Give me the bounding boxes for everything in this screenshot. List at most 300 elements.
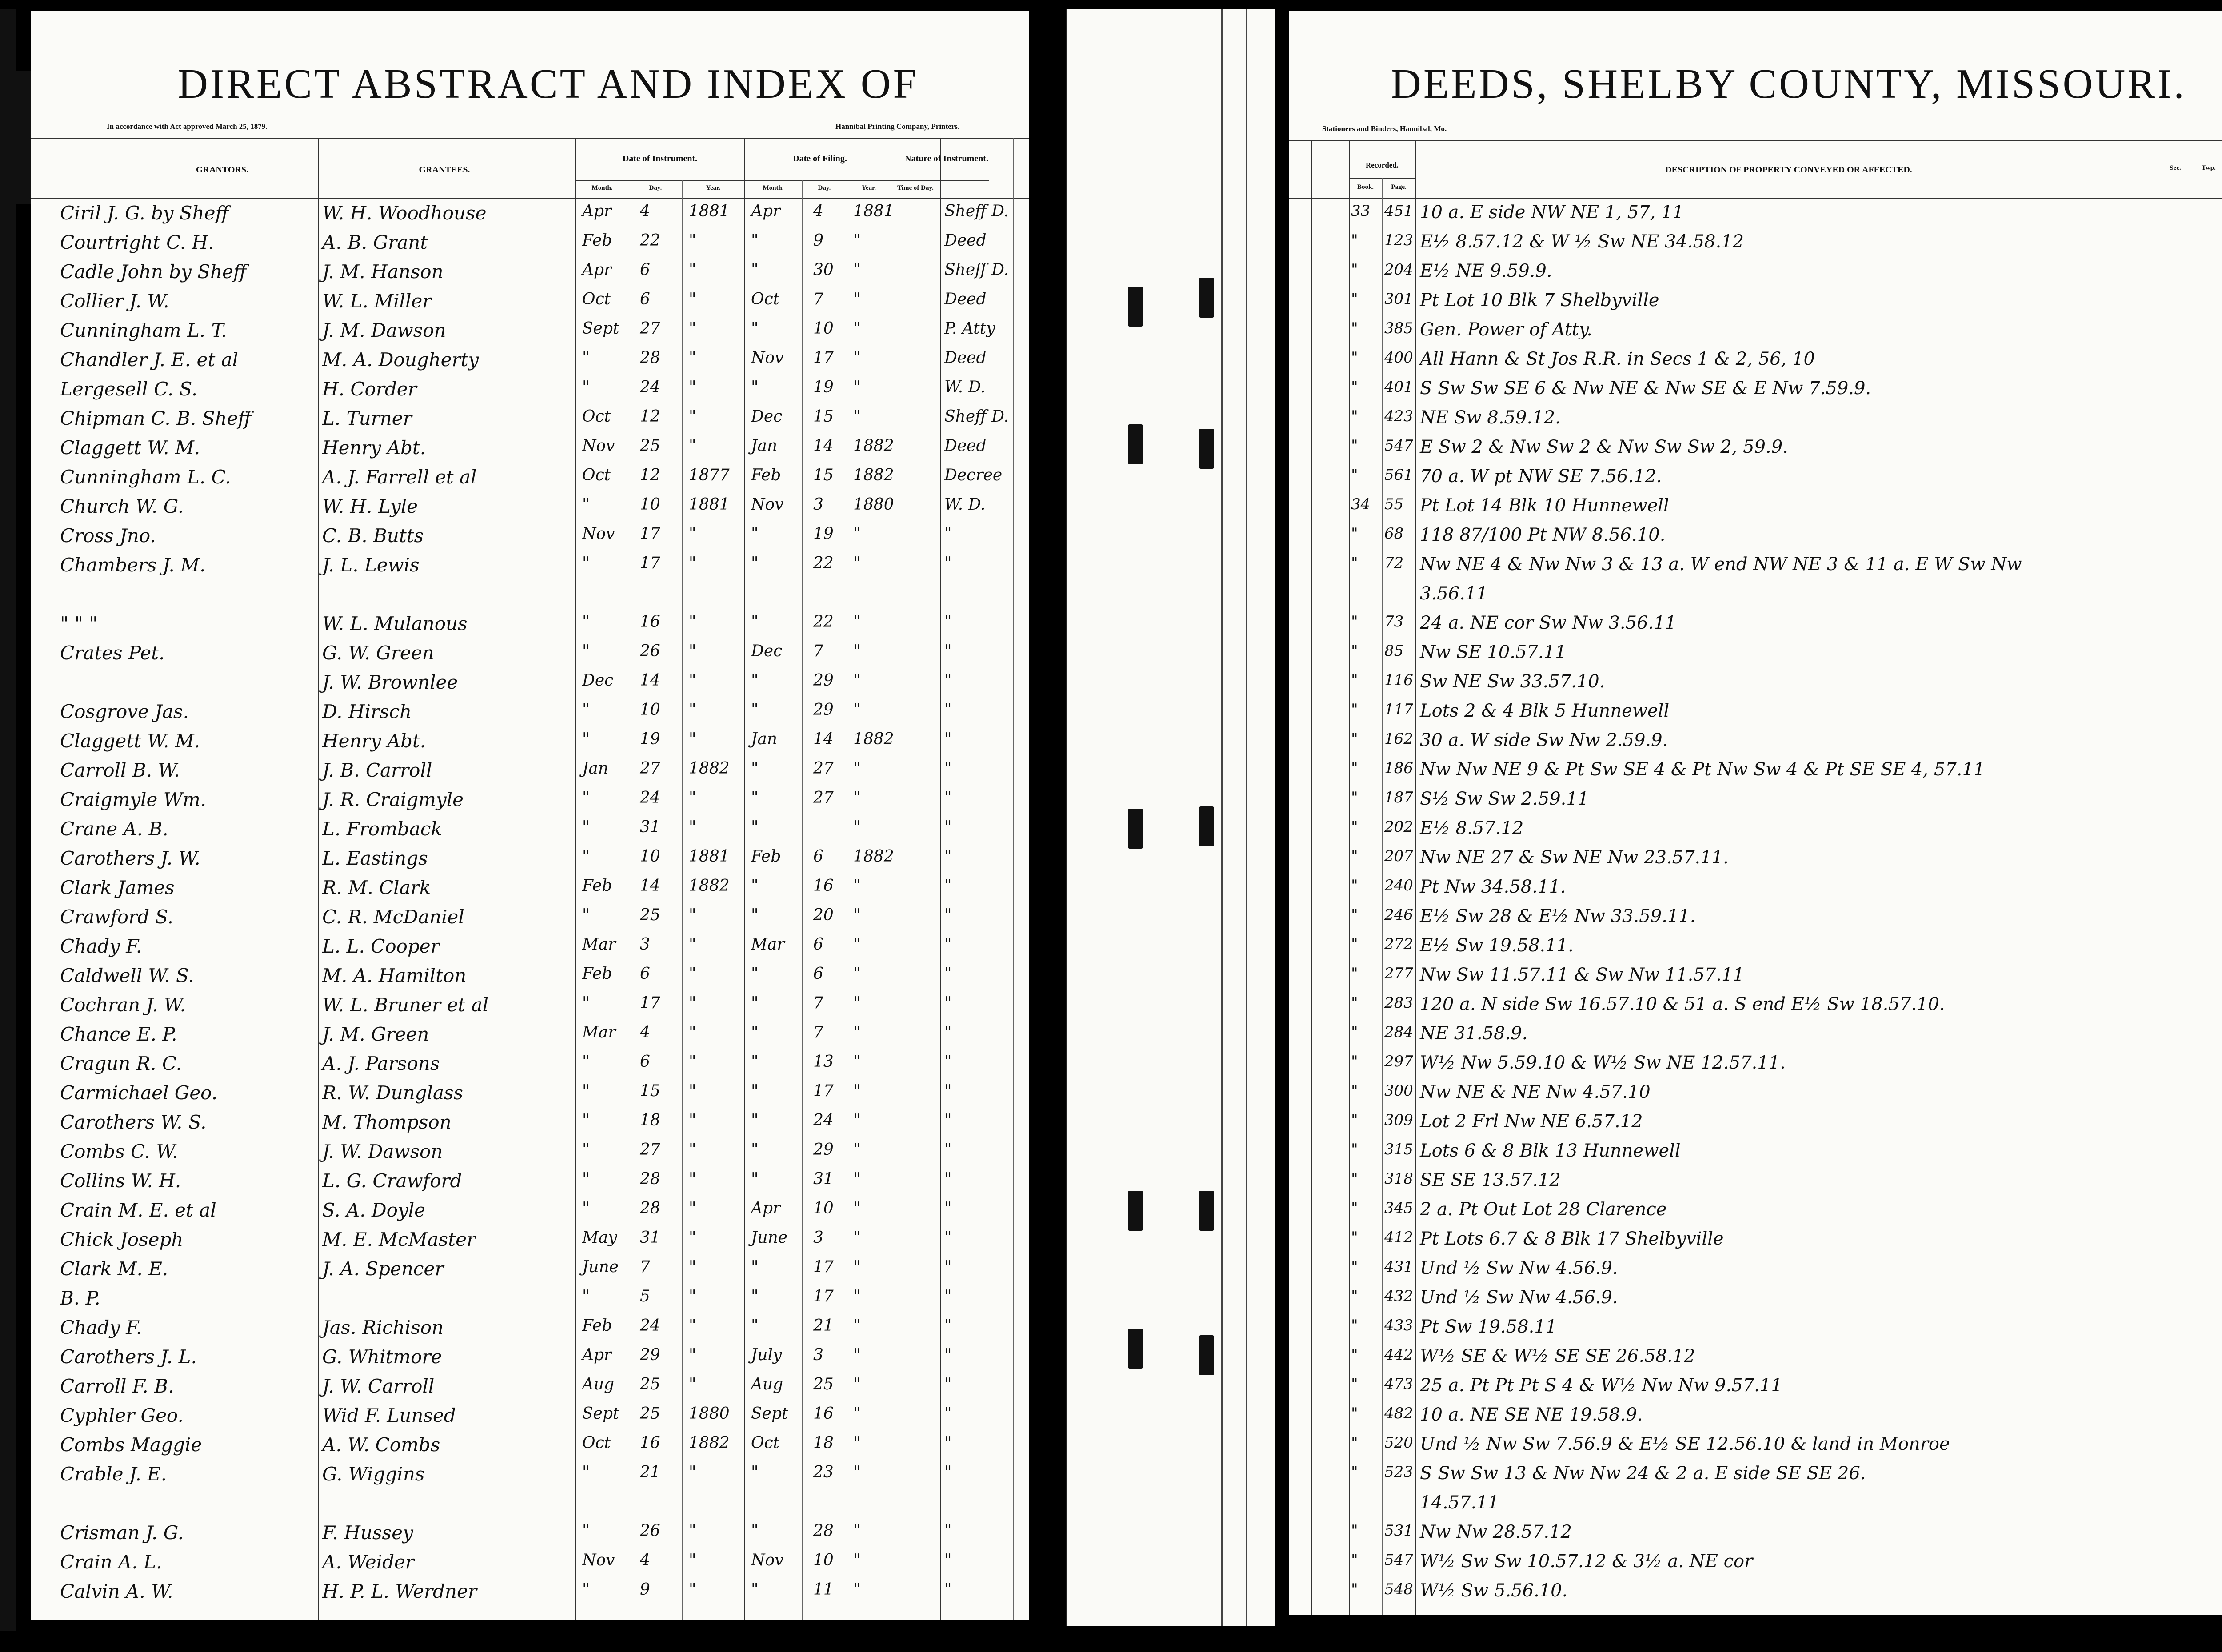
- filing-day-cell: 16: [813, 877, 834, 895]
- binding-hole: [1199, 1335, 1214, 1375]
- grantee-cell: M. A. Dougherty: [322, 349, 479, 371]
- filing-year-cell: ": [853, 1111, 861, 1129]
- book-cell: ": [1351, 935, 1358, 953]
- inst-year-cell: ": [689, 613, 696, 631]
- inst-month-cell: May: [582, 1229, 617, 1247]
- book-cell: ": [1351, 1141, 1358, 1158]
- page-cell: 202: [1384, 818, 1413, 836]
- inst-day-cell: 22: [640, 231, 660, 250]
- header-grantors: GRANTORS.: [196, 165, 248, 175]
- filing-month-cell: Oct: [751, 1434, 780, 1452]
- page-cell: 162: [1384, 730, 1413, 748]
- inst-day-cell: 14: [640, 671, 660, 690]
- inst-day-cell: 18: [640, 1111, 660, 1129]
- inst-month-cell: Dec: [582, 671, 614, 690]
- nature-cell: Sheff D.: [944, 202, 1009, 220]
- filing-year-cell: ": [853, 642, 861, 660]
- filing-month-cell: ": [751, 1023, 759, 1041]
- book-cell: ": [1351, 1463, 1358, 1481]
- book-cell: ": [1351, 407, 1358, 425]
- inst-day-cell: 26: [640, 1522, 660, 1540]
- filing-year-cell: 1882: [853, 466, 894, 484]
- book-cell: ": [1351, 1522, 1358, 1540]
- grantor-cell: Craigmyle Wm.: [60, 789, 207, 810]
- col-rule: [1311, 140, 1312, 1615]
- filing-day-cell: 6: [813, 935, 823, 954]
- filing-year-cell: ": [853, 1434, 861, 1452]
- filing-day-cell: 14: [813, 437, 834, 455]
- nature-cell: ": [944, 818, 952, 836]
- filing-year-cell: ": [853, 1405, 861, 1423]
- inst-year-cell: ": [689, 789, 696, 807]
- page-cell: 301: [1384, 290, 1413, 308]
- grantee-cell: W. H. Woodhouse: [322, 202, 487, 224]
- header-time-of-day: Time of Day.: [897, 184, 934, 192]
- book-cell: ": [1351, 906, 1358, 924]
- filing-month-cell: ": [751, 231, 759, 250]
- binding-hole: [1199, 429, 1214, 469]
- page-cell: 548: [1384, 1580, 1413, 1598]
- nature-cell: ": [944, 1434, 952, 1452]
- inst-month-cell: ": [582, 613, 590, 631]
- col-rule: [744, 138, 745, 1620]
- inst-month-cell: ": [582, 554, 590, 572]
- nature-cell: ": [944, 1405, 952, 1423]
- page-cell: 561: [1384, 466, 1413, 484]
- header-twp: Twp.: [2202, 164, 2216, 172]
- inst-year-cell: 1877: [689, 466, 730, 484]
- inst-day-cell: 4: [640, 202, 650, 220]
- filing-day-cell: 16: [813, 1405, 834, 1423]
- grantee-cell: J. R. Craigmyle: [322, 789, 464, 810]
- filing-year-cell: ": [853, 818, 861, 836]
- col-rule: [940, 138, 941, 1620]
- left-page: [31, 11, 1029, 1620]
- page-cell: 73: [1384, 613, 1404, 630]
- nature-cell: ": [944, 613, 952, 631]
- inst-month-cell: Mar: [582, 935, 616, 954]
- page-cell: 318: [1384, 1170, 1413, 1188]
- inst-day-cell: 26: [640, 642, 660, 660]
- header-page: Page.: [1391, 184, 1407, 191]
- binding-hole: [1199, 806, 1214, 846]
- filing-year-cell: ": [853, 1317, 861, 1335]
- nature-cell: ": [944, 525, 952, 543]
- book-cell: ": [1351, 1346, 1358, 1364]
- filing-month-cell: ": [751, 701, 759, 719]
- nature-cell: ": [944, 1287, 952, 1305]
- book-cell: ": [1351, 759, 1358, 777]
- description-cell: W½ Sw 5.56.10.: [1420, 1580, 1568, 1601]
- inst-year-cell: 1882: [689, 759, 730, 778]
- grantor-cell: Claggett W. M.: [60, 437, 200, 459]
- filing-month-cell: Jan: [751, 437, 778, 455]
- inst-year-cell: ": [689, 1111, 696, 1129]
- nature-cell: ": [944, 759, 952, 778]
- grantee-cell: M. A. Hamilton: [322, 965, 467, 986]
- filing-day-cell: 15: [813, 466, 834, 484]
- grantor-cell: Courtright C. H.: [60, 231, 214, 253]
- description-cell: Pt Lot 10 Blk 7 Shelbyville: [1420, 290, 1659, 311]
- inst-month-cell: ": [582, 1287, 590, 1305]
- inst-day-cell: 4: [640, 1023, 650, 1041]
- nature-cell: Deed: [944, 290, 987, 308]
- filing-year-cell: ": [853, 789, 861, 807]
- inst-day-cell: 3: [640, 935, 650, 954]
- filing-month-cell: ": [751, 319, 759, 338]
- grantor-cell: Combs Maggie: [60, 1434, 202, 1456]
- inst-year-cell: ": [689, 1317, 696, 1335]
- filing-day-cell: 7: [813, 1023, 823, 1041]
- inst-day-cell: 6: [640, 965, 650, 983]
- inst-year-cell: 1882: [689, 877, 730, 895]
- description-cell: E½ Sw 19.58.11.: [1420, 935, 1574, 956]
- filing-day-cell: 13: [813, 1053, 834, 1071]
- nature-cell: ": [944, 1229, 952, 1247]
- filing-year-cell: ": [853, 877, 861, 895]
- page-cell: 272: [1384, 935, 1413, 953]
- nature-cell: ": [944, 642, 952, 660]
- page-cell: 433: [1384, 1317, 1413, 1334]
- inst-year-cell: ": [689, 319, 696, 338]
- filing-year-cell: ": [853, 1580, 861, 1599]
- nature-cell: Sheff D.: [944, 261, 1009, 279]
- col-rule: [1382, 178, 1383, 1615]
- description-cell: S Sw Sw SE 6 & Nw NE & Nw SE & E Nw 7.59.9.: [1420, 378, 1871, 399]
- filing-month-cell: ": [751, 1522, 759, 1540]
- inst-day-cell: 12: [640, 407, 660, 426]
- grantor-cell: Carothers J. W.: [60, 847, 200, 869]
- nature-cell: ": [944, 554, 952, 572]
- grantor-cell: Chambers J. M.: [60, 554, 206, 576]
- filing-day-cell: 20: [813, 906, 834, 924]
- header-date-of-filing: Date of Filing.: [793, 154, 847, 164]
- header-bottom-rule: [31, 198, 1029, 199]
- grantor-cell: " " ": [60, 613, 98, 634]
- filing-month-cell: July: [751, 1346, 782, 1364]
- book-cell: 34: [1351, 495, 1371, 513]
- filing-day-cell: 15: [813, 407, 834, 426]
- grantee-cell: G. W. Green: [322, 642, 434, 664]
- filing-year-cell: ": [853, 994, 861, 1012]
- inst-month-cell: ": [582, 1111, 590, 1129]
- grantee-cell: D. Hirsch: [322, 701, 412, 722]
- grantor-cell: Collier J. W.: [60, 290, 169, 312]
- inst-month-cell: ": [582, 642, 590, 660]
- page-cell: 431: [1384, 1258, 1413, 1276]
- binding-hole: [1199, 278, 1214, 318]
- inst-month-cell: ": [582, 701, 590, 719]
- filing-year-cell: ": [853, 935, 861, 954]
- left-page-title: DIRECT ABSTRACT AND INDEX OF: [178, 61, 919, 107]
- page-cell: 432: [1384, 1287, 1413, 1305]
- description-cell: W½ Nw 5.59.10 & W½ Sw NE 12.57.11.: [1420, 1053, 1786, 1073]
- date-subheader-rule: [575, 180, 989, 181]
- description-cell: Nw NE 27 & Sw NE Nw 23.57.11.: [1420, 847, 1729, 868]
- filing-year-cell: 1881: [853, 202, 894, 220]
- filing-year-cell: ": [853, 554, 861, 572]
- book-cell: ": [1351, 1023, 1358, 1041]
- filing-day-cell: 31: [813, 1170, 834, 1188]
- grantee-cell: Jas. Richison: [322, 1317, 444, 1338]
- filing-year-cell: ": [853, 671, 861, 690]
- inst-day-cell: 6: [640, 261, 650, 279]
- grantee-cell: L. Fromback: [322, 818, 442, 840]
- grantor-cell: Collins W. H.: [60, 1170, 181, 1192]
- inst-month-cell: Sept: [582, 1405, 619, 1423]
- book-cell: ": [1351, 1082, 1358, 1100]
- description-cell: E½ NE 9.59.9.: [1420, 261, 1552, 281]
- filing-day-cell: 27: [813, 759, 834, 778]
- header-bottom-rule: [1289, 198, 2222, 199]
- binding-hole: [1128, 1191, 1143, 1231]
- filing-month-cell: ": [751, 613, 759, 631]
- filing-day-cell: 30: [813, 261, 834, 279]
- inst-month-cell: Aug: [582, 1375, 615, 1393]
- nature-cell: ": [944, 877, 952, 895]
- filing-day-cell: 29: [813, 671, 834, 690]
- inst-day-cell: 14: [640, 877, 660, 895]
- grantor-cell: Calvin A. W.: [60, 1580, 173, 1602]
- filing-year-cell: ": [853, 1463, 861, 1481]
- page-cell: 68: [1384, 525, 1404, 543]
- header-filing-day: Day.: [818, 184, 831, 192]
- inst-month-cell: ": [582, 495, 590, 514]
- grantor-cell: Carothers J. L.: [60, 1346, 197, 1368]
- filing-day-cell: 28: [813, 1522, 834, 1540]
- filing-month-cell: ": [751, 378, 759, 396]
- filing-year-cell: ": [853, 319, 861, 338]
- grantor-cell: Carmichael Geo.: [60, 1082, 218, 1104]
- inst-day-cell: 27: [640, 319, 660, 338]
- description-cell: 118 87/100 Pt NW 8.56.10.: [1420, 525, 1666, 545]
- book-cell: ": [1351, 1375, 1358, 1393]
- filing-day-cell: 6: [813, 965, 823, 983]
- filing-month-cell: Feb: [751, 847, 781, 866]
- page-cell: 423: [1384, 407, 1413, 425]
- grantor-cell: Crisman J. G.: [60, 1522, 184, 1544]
- nature-cell: Decree: [944, 466, 1003, 484]
- inst-day-cell: 31: [640, 818, 660, 836]
- inst-day-cell: 25: [640, 1375, 660, 1393]
- inst-year-cell: ": [689, 1346, 696, 1364]
- grantor-cell: Crawford S.: [60, 906, 173, 928]
- filing-day-cell: 17: [813, 1287, 834, 1305]
- grantee-cell: J. W. Brownlee: [322, 671, 458, 693]
- nature-cell: ": [944, 1375, 952, 1393]
- grantor-cell: Combs C. W.: [60, 1141, 178, 1162]
- book-cell: ": [1351, 789, 1358, 806]
- grantee-cell: Wid F. Lunsed: [322, 1405, 456, 1426]
- filing-day-cell: 17: [813, 1082, 834, 1100]
- filing-year-cell: ": [853, 701, 861, 719]
- inst-month-cell: Apr: [582, 1346, 612, 1364]
- grantor-cell: Crain A. L.: [60, 1551, 162, 1573]
- inst-month-cell: Oct: [582, 466, 611, 484]
- filing-month-cell: ": [751, 1082, 759, 1100]
- grantor-cell: Chick Joseph: [60, 1229, 184, 1250]
- filing-month-cell: ": [751, 261, 759, 279]
- inst-day-cell: 27: [640, 759, 660, 778]
- filing-month-cell: Oct: [751, 290, 780, 308]
- page-cell: 284: [1384, 1023, 1413, 1041]
- inst-day-cell: 6: [640, 290, 650, 308]
- description-cell: NE Sw 8.59.12.: [1420, 407, 1561, 428]
- inst-day-cell: 28: [640, 1199, 660, 1217]
- page-cell: 207: [1384, 847, 1413, 865]
- grantor-cell: Chady F.: [60, 1317, 142, 1338]
- binding-hole: [1128, 809, 1143, 849]
- binding-hole: [1199, 1191, 1214, 1231]
- inst-month-cell: ": [582, 789, 590, 807]
- filing-month-cell: Nov: [751, 495, 784, 514]
- inst-month-cell: ": [582, 1463, 590, 1481]
- inst-year-cell: 1881: [689, 495, 730, 514]
- inst-day-cell: 25: [640, 1405, 660, 1423]
- grantor-cell: Carroll F. B.: [60, 1375, 174, 1397]
- book-cell: ": [1351, 1199, 1358, 1217]
- nature-cell: ": [944, 1580, 952, 1599]
- filing-month-cell: Apr: [751, 1199, 781, 1217]
- inst-month-cell: Oct: [582, 1434, 611, 1452]
- inst-day-cell: 31: [640, 1229, 660, 1247]
- grantor-cell: Crates Pet.: [60, 642, 165, 664]
- grantee-cell: J. W. Carroll: [322, 1375, 435, 1397]
- book-cell: ": [1351, 613, 1358, 630]
- grantor-cell: Cadle John by Sheff: [60, 261, 247, 283]
- grantee-cell: C. R. McDaniel: [322, 906, 464, 928]
- description-cell: 14.57.11: [1420, 1492, 1499, 1513]
- inst-year-cell: ": [689, 1229, 696, 1247]
- filing-day-cell: 29: [813, 701, 834, 719]
- inst-day-cell: 25: [640, 906, 660, 924]
- header-filing-month: Month.: [763, 184, 784, 192]
- gutter-edge: [1066, 9, 1067, 1626]
- nature-cell: W. D.: [944, 378, 986, 396]
- col-rule: [1013, 138, 1014, 1620]
- description-cell: Lot 2 Frl Nw NE 6.57.12: [1420, 1111, 1643, 1132]
- filing-year-cell: ": [853, 1551, 861, 1569]
- inst-day-cell: 10: [640, 495, 660, 514]
- filing-year-cell: ": [853, 1287, 861, 1305]
- filing-year-cell: ": [853, 290, 861, 308]
- inst-month-cell: ": [582, 1580, 590, 1599]
- grantee-cell: W. H. Lyle: [322, 495, 418, 517]
- grantee-cell: L. Eastings: [322, 847, 428, 869]
- inst-day-cell: 10: [640, 701, 660, 719]
- page-cell: 401: [1384, 378, 1413, 396]
- header-top-rule: [1289, 140, 2222, 141]
- inst-day-cell: 7: [640, 1258, 650, 1276]
- grantee-cell: L. G. Crawford: [322, 1170, 462, 1192]
- grantee-cell: J. W. Dawson: [322, 1141, 443, 1162]
- book-cell: ": [1351, 1229, 1358, 1246]
- description-cell: Pt Nw 34.58.11.: [1420, 877, 1566, 897]
- stationer-note: Stationers and Binders, Hannibal, Mo.: [1322, 124, 1447, 133]
- book-cell: ": [1351, 1258, 1358, 1276]
- grantee-cell: G. Wiggins: [322, 1463, 425, 1485]
- filing-year-cell: ": [853, 1375, 861, 1393]
- description-cell: S Sw Sw 13 & Nw Nw 24 & 2 a. E side SE SE 26.: [1420, 1463, 1866, 1484]
- filing-month-cell: ": [751, 1170, 759, 1188]
- inst-year-cell: ": [689, 290, 696, 308]
- book-cell: ": [1351, 1053, 1358, 1070]
- inst-year-cell: 1880: [689, 1405, 730, 1423]
- inst-year-cell: ": [689, 994, 696, 1012]
- inst-month-cell: Apr: [582, 261, 612, 279]
- filing-year-cell: 1882: [853, 730, 894, 748]
- book-cell: ": [1351, 965, 1358, 982]
- book-cell: ": [1351, 1111, 1358, 1129]
- filing-year-cell: ": [853, 1346, 861, 1364]
- filing-month-cell: Nov: [751, 1551, 784, 1569]
- filing-day-cell: 25: [813, 1375, 834, 1393]
- inst-day-cell: 19: [640, 730, 660, 748]
- inst-month-cell: Feb: [582, 877, 612, 895]
- inst-year-cell: ": [689, 965, 696, 983]
- book-cell: ": [1351, 1317, 1358, 1334]
- filing-year-cell: ": [853, 613, 861, 631]
- inst-month-cell: ": [582, 906, 590, 924]
- inst-month-cell: Sept: [582, 319, 619, 338]
- filing-year-cell: 1882: [853, 847, 894, 866]
- filing-year-cell: ": [853, 1258, 861, 1276]
- grantee-cell: G. Whitmore: [322, 1346, 442, 1368]
- description-cell: Nw NE & NE Nw 4.57.10: [1420, 1082, 1651, 1102]
- filing-year-cell: ": [853, 759, 861, 778]
- inst-year-cell: ": [689, 1375, 696, 1393]
- filing-month-cell: ": [751, 1463, 759, 1481]
- description-cell: Sw NE Sw 33.57.10.: [1420, 671, 1605, 692]
- inst-day-cell: 16: [640, 1434, 660, 1452]
- inst-year-cell: ": [689, 261, 696, 279]
- page-cell: 123: [1384, 231, 1413, 249]
- filing-month-cell: ": [751, 671, 759, 690]
- inst-month-cell: Nov: [582, 525, 615, 543]
- filing-day-cell: 9: [813, 231, 823, 250]
- header-inst-month: Month.: [591, 184, 613, 192]
- page-cell: 300: [1384, 1082, 1413, 1100]
- nature-cell: ": [944, 994, 952, 1012]
- book-cell: ": [1351, 642, 1358, 660]
- grantor-cell: Chance E. P.: [60, 1023, 177, 1045]
- inst-year-cell: ": [689, 1580, 696, 1599]
- filing-month-cell: ": [751, 906, 759, 924]
- inst-month-cell: Oct: [582, 290, 611, 308]
- nature-cell: ": [944, 1170, 952, 1188]
- inst-month-cell: ": [582, 349, 590, 367]
- inst-month-cell: ": [582, 1082, 590, 1100]
- book-cell: ": [1351, 261, 1358, 279]
- nature-cell: ": [944, 1522, 952, 1540]
- page-cell: 246: [1384, 906, 1413, 924]
- grantor-cell: Caldwell W. S.: [60, 965, 194, 986]
- inst-month-cell: Feb: [582, 231, 612, 250]
- filing-month-cell: ": [751, 1287, 759, 1305]
- filing-day-cell: 22: [813, 554, 834, 572]
- right-page-title: DEEDS, SHELBY COUNTY, MISSOURI.: [1391, 61, 2186, 107]
- book-cell: ": [1351, 319, 1358, 337]
- filing-day-cell: 7: [813, 994, 823, 1012]
- grantee-cell: Henry Abt.: [322, 730, 426, 752]
- book-cell: ": [1351, 1287, 1358, 1305]
- grantor-cell: Cyphler Geo.: [60, 1405, 184, 1426]
- inst-month-cell: ": [582, 1053, 590, 1071]
- grantor-cell: Cosgrove Jas.: [60, 701, 189, 722]
- nature-cell: ": [944, 1317, 952, 1335]
- inst-year-cell: ": [689, 730, 696, 748]
- grantee-cell: J. L. Lewis: [322, 554, 420, 576]
